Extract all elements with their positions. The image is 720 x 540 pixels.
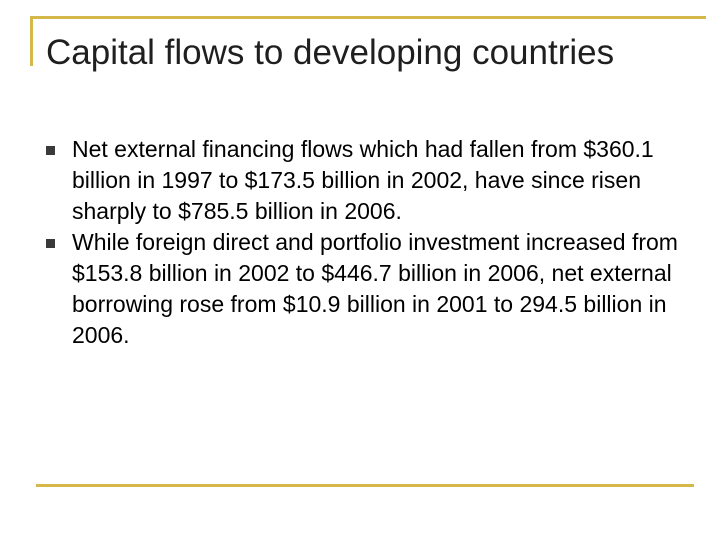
square-bullet-icon [46, 239, 55, 248]
left-accent-rule [30, 16, 33, 66]
bottom-accent-rule [36, 484, 694, 487]
slide-title: Capital flows to developing countries [46, 33, 615, 72]
bullet-text: Net external financing flows which had fallen from $360.1 billion in 1997 to $173.5 billion in 2002, have since risen sharply to $785.5 billion in 2006. [72, 136, 654, 224]
bullet-item [44, 227, 694, 351]
square-bullet-icon [46, 146, 55, 155]
bullet-text: While foreign direct and portfolio investment increased from $153.8 billion in 2002 to $446.7 billion in 2006, net external borrowing rose from $10.9 billion in 2001 to 294.5 billion in 2006. [72, 229, 678, 348]
bullet-list [44, 134, 694, 351]
top-accent-rule [32, 16, 706, 19]
bullet-item [44, 134, 694, 227]
